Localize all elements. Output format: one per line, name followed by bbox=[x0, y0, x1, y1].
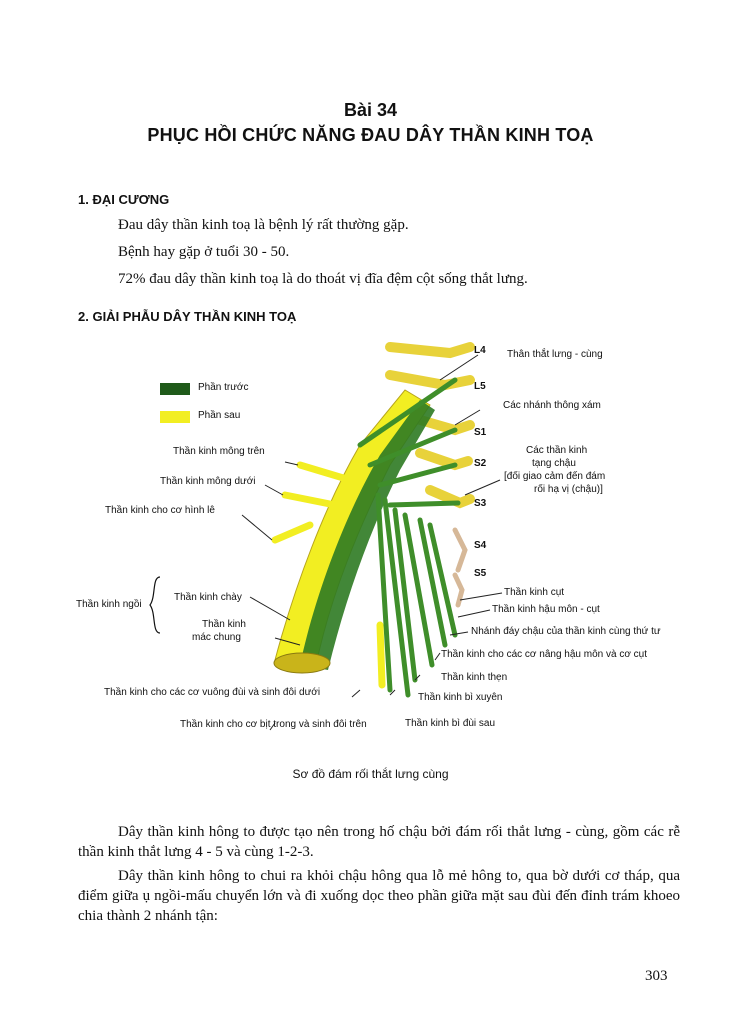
label-tibial: Thần kinh chày bbox=[174, 592, 242, 603]
section-heading-anatomy: 2. GIẢI PHẪU DÂY THẦN KINH TOẠ bbox=[78, 309, 297, 324]
label-gray-rami: Các nhánh thông xám bbox=[503, 400, 601, 411]
label-pudendal: Thần kinh thẹn bbox=[441, 672, 508, 683]
figure-caption: Sơ đồ đám rối thắt lưng cùng bbox=[292, 767, 449, 781]
label-pelvic-splanchnic-2: tạng chậu bbox=[532, 458, 576, 469]
body-paragraph-1: Dây thần kinh hông to được tạo nên trong hố chậu bởi đám rối thắt lưng - cùng, gồm các rễ thần kinh thắt lưng 4 - 5 và cùng 1-2-3. bbox=[78, 824, 680, 860]
lesson-number: Bài 34 bbox=[343, 100, 398, 120]
root-label-s5: S5 bbox=[474, 568, 487, 579]
legend-label-front: Phần trước bbox=[198, 382, 249, 393]
label-lumbosacral-trunk: Thân thắt lưng - cùng bbox=[507, 349, 603, 360]
root-label-l4: L4 bbox=[474, 345, 486, 356]
root-label-s4: S4 bbox=[474, 540, 487, 551]
label-common-peroneal-2: mác chung bbox=[192, 632, 241, 643]
label-superior-gluteal: Thần kinh mông trên bbox=[173, 446, 265, 457]
section-heading-overview: 1. ĐẠI CƯƠNG bbox=[78, 192, 170, 207]
label-posterior-femoral-cutaneous: Thần kinh bì đùi sau bbox=[405, 718, 496, 729]
label-perforating-cutaneous: Thần kinh bì xuyên bbox=[418, 692, 503, 703]
overview-line-1: Đau dây thần kinh toạ là bệnh lý rất thường gặp. bbox=[118, 217, 409, 233]
label-perineal-branch: Nhánh đáy chậu của thần kinh cùng thứ tư bbox=[471, 626, 661, 637]
label-levator-ani: Thần kinh cho các cơ nâng hậu môn và cơ cụt bbox=[441, 649, 648, 660]
body-paragraph-2: Dây thần kinh hông to chui ra khỏi chậu hông qua lỗ mẻ hông to, qua bờ dưới cơ tháp, qua điểm giữa ụ ngồi-mấu chuyển lớn và đi xuống dọc theo phần giữa mặt sau đùi đến đỉnh trám khoeo chia thành 2 nhánh tận: bbox=[78, 868, 680, 924]
label-piriformis: Thần kinh cho cơ hình lê bbox=[105, 505, 215, 516]
legend-swatch-back bbox=[160, 411, 190, 423]
label-anococcygeal: Thần kinh hậu môn - cụt bbox=[492, 604, 600, 615]
label-pelvic-splanchnic-1: Các thần kinh bbox=[526, 445, 588, 456]
label-obturator-internus: Thần kinh cho cơ bịt trong và sinh đôi trên bbox=[180, 719, 367, 730]
label-inferior-gluteal: Thần kinh mông dưới bbox=[160, 476, 256, 487]
label-pelvic-splanchnic-3: [đối giao cảm đến đám bbox=[504, 471, 606, 482]
overview-line-2: Bệnh hay gặp ở tuổi 30 - 50. bbox=[118, 244, 290, 260]
label-sciatic: Thần kinh ngồi bbox=[76, 599, 142, 610]
overview-line-3: 72% đau dây thần kinh toạ là do thoát vị đĩa đệm cột sống thắt lưng. bbox=[118, 271, 528, 287]
label-quadratus-femoris: Thần kinh cho các cơ vuông đùi và sinh đôi dưới bbox=[104, 687, 321, 698]
page-title: PHỤC HỒI CHỨC NĂNG ĐAU DÂY THẦN KINH TOẠ bbox=[147, 125, 594, 145]
lumbosacral-plexus-figure bbox=[60, 335, 700, 745]
label-common-peroneal-1: Thần kinh bbox=[202, 619, 246, 630]
legend-label-back: Phần sau bbox=[198, 410, 241, 421]
root-label-l5: L5 bbox=[474, 381, 486, 392]
root-label-s1: S1 bbox=[474, 427, 487, 438]
root-label-s2: S2 bbox=[474, 458, 487, 469]
page-number: 303 bbox=[645, 968, 668, 984]
label-coccygeal: Thần kinh cụt bbox=[504, 587, 565, 598]
title-block bbox=[0, 100, 741, 146]
plexus-illustration bbox=[60, 335, 700, 745]
label-pelvic-splanchnic-4: rối hạ vị (chậu)] bbox=[534, 484, 603, 495]
root-label-s3: S3 bbox=[474, 498, 487, 509]
legend-swatch-front bbox=[160, 383, 190, 395]
